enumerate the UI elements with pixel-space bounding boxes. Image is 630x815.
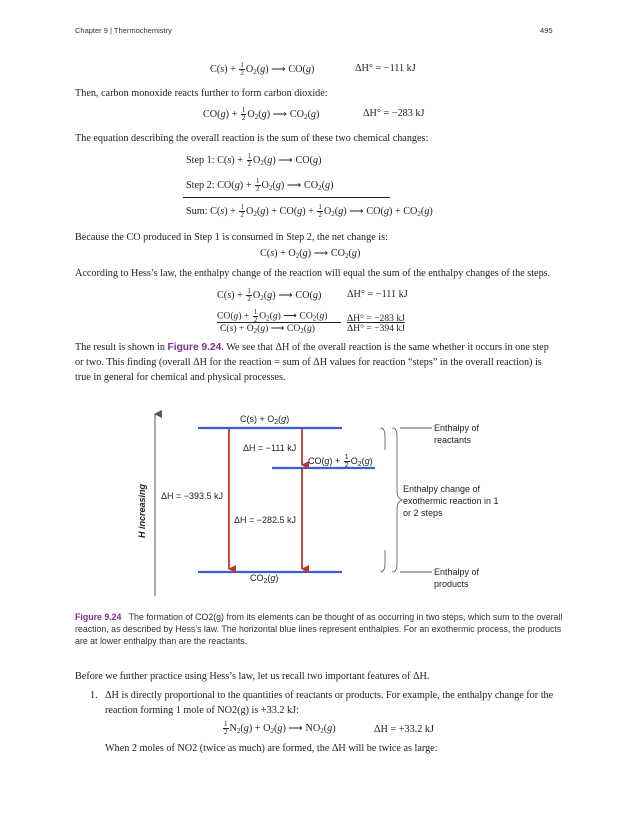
dh-step1-label: ΔH = −111 kJ <box>243 443 297 453</box>
paragraph-2: The equation describing the overall reaction is the sum of these two chemical changes: <box>75 133 429 144</box>
equation-co2-formation: CO(g) + $\frac{1}{2}$ $O_2(g)$ ⟶ $CO_2(g)$ <box>203 106 320 122</box>
sum-label: Sum: <box>186 205 208 217</box>
dh-eq1: ΔH° = −111 kJ <box>355 63 416 74</box>
products-brace <box>380 550 385 572</box>
caption-text: The formation of CO2(g) from its elements can be thought of as occurring in two steps, which sum to the overall reaction, as described by Hess’s law. The horizontal blue lines represent enthalpies. For an exothermic process, the products are at lower enthalpy than are the reactants. <box>75 612 563 646</box>
figure-link[interactable]: Figure 9.24 <box>167 342 222 353</box>
change-brace <box>392 428 402 572</box>
net-equation: $C(s) + O_2(g)$ ⟶ $CO_2(g)$ <box>260 248 361 260</box>
step2-label: Step 2: <box>186 179 215 191</box>
caption-label: Figure 9.24 <box>75 612 122 622</box>
hess-step2: CO(g) + $\frac{1}{2}$ $O_2(g)$ ⟶ $CO_2(g)$ <box>217 308 328 324</box>
paragraph-6: Before we further practice using Hess’s law, let us recall two important features of ΔH. <box>75 671 430 682</box>
y-axis-label: H increasing <box>137 483 147 538</box>
reactants-label: Enthalpy of reactants <box>434 423 480 445</box>
sum-rule <box>183 197 390 198</box>
hess-net: $C(s) + O_2(g)$ ⟶ $CO_2(g)$ <box>220 323 315 335</box>
chapter-header: Chapter 9 | Thermochemistry <box>75 26 172 35</box>
equation-co-formation: C(s) + $\frac{1}{2}$ $O_2(g)$ ⟶ CO(g) <box>210 61 315 77</box>
list-item-1: ΔH is directly proportional to the quantities of reactants or products. For example, the enthalpy change for the reaction forming 1 mole of NO2(g) is +33.2 kJ: <box>105 690 554 716</box>
paragraph-5 <box>75 340 555 385</box>
dh-step2-label: ΔH = −282.5 kJ <box>234 515 297 525</box>
reactant-brace <box>380 428 385 450</box>
no2-dh: ΔH = +33.2 kJ <box>374 724 434 735</box>
hess-dh1: ΔH° = −111 kJ <box>347 289 408 300</box>
top-level-label: $C(s) + O_2(g)$ <box>240 414 290 426</box>
list-number-1: 1. <box>90 690 98 701</box>
step1-equation: Step 1: C(s) + $\frac{1}{2}$ $O_2(g)$ ⟶ CO(g) <box>186 152 322 168</box>
paragraph-4: According to Hess’s law, the enthalpy change of the reaction will equal the sum of the enthalpy changes of the steps. <box>75 268 551 279</box>
no2-equation: $\frac{1}{2}$ $N_2(g) + O_2(g)$ ⟶ $NO_2(g)$ <box>224 720 336 736</box>
change-label: Enthalpy change of exothermic reaction in 1 or 2 steps <box>403 484 499 518</box>
step1-label: Step 1: <box>186 154 215 166</box>
para5-post: . We see that ΔH of the overall reaction is the same whether it occurs in one step or two. This finding (overall ΔH for the reaction = sum of ΔH values for reaction “steps” in the overall reaction) is true in general for chemical and physical processes. <box>75 342 549 383</box>
hess-dh3: ΔH° = −394 kJ <box>347 323 405 334</box>
para5-pre: The result is shown in <box>75 342 168 353</box>
products-label: Enthalpy of products <box>434 567 480 589</box>
hess-step1: C(s) + $\frac{1}{2}$ $O_2(g)$ ⟶ CO(g) <box>217 287 322 303</box>
page-number: 495 <box>540 26 553 35</box>
paragraph-3: Because the CO produced in Step 1 is consumed in Step 2, the net change is: <box>75 232 388 243</box>
mid-level-label: CO(g) + $\frac{1}{2}$ $O_2(g)$ <box>308 454 373 469</box>
hess-dh2: ΔH° = −283 kJ <box>347 313 405 324</box>
paragraph-1: Then, carbon monoxide reacts further to form carbon dioxide: <box>75 88 328 99</box>
sum-equation: Sum: C(s) + $\frac{1}{2}$ $O_2(g) + CO(g)$ + $\frac{1}{2}$ $O_2(g)$ ⟶ $CO(g) + CO_2(g)$ <box>186 203 433 219</box>
paragraph-7: When 2 moles of NO2 (twice as much) are formed, the ΔH will be twice as large: <box>105 743 438 754</box>
dh-overall-label: ΔH = −393.5 kJ <box>161 491 224 501</box>
figure-caption <box>75 611 565 647</box>
bottom-level-label: $CO_2(g)$ <box>250 573 279 585</box>
dh-eq2: ΔH° = −283 kJ <box>363 108 425 119</box>
step2-equation: Step 2: CO(g) + $\frac{1}{2}$ $O_2(g)$ ⟶ $CO_2(g)$ <box>186 177 334 193</box>
